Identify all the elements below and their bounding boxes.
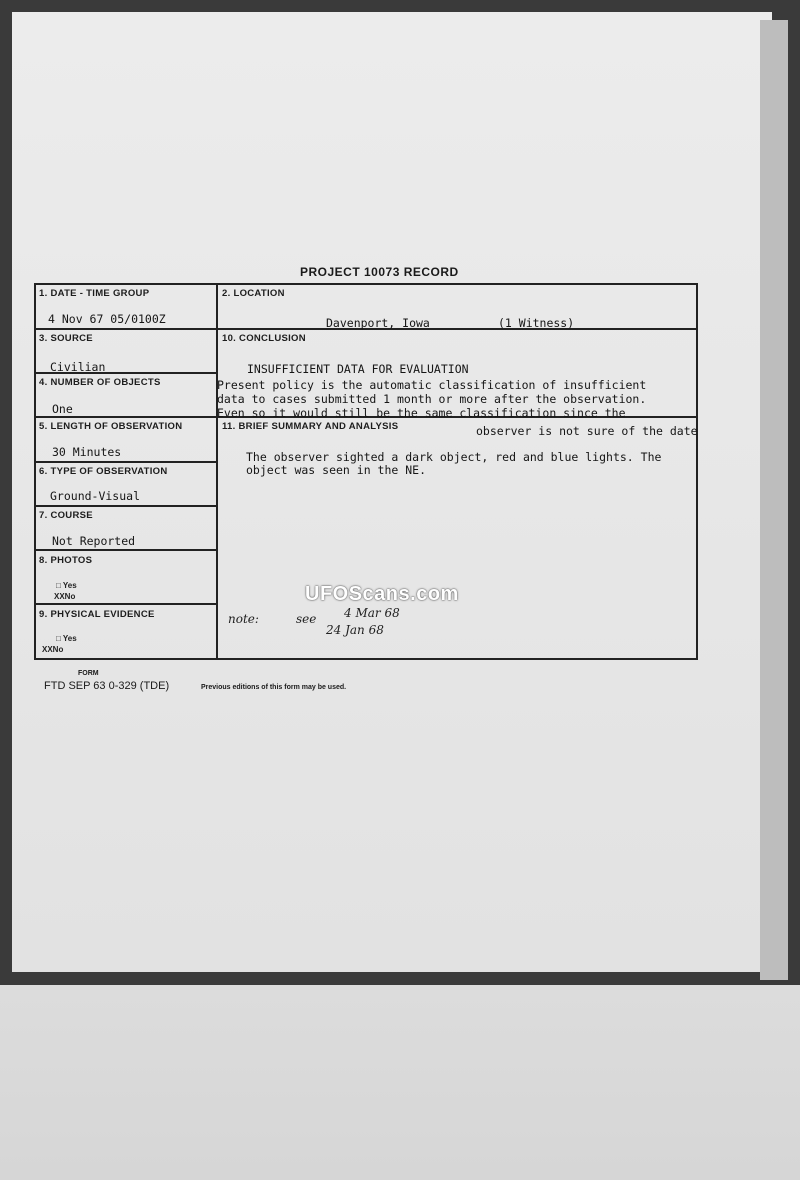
location-divider — [217, 328, 697, 330]
conclusion-line-3: Even so it would still be the same classification since the — [217, 406, 626, 420]
course-label: 7. COURSE — [39, 510, 93, 521]
handwritten-note-line-2: 24 Jan 68 — [326, 623, 384, 637]
course-value: Not Reported — [52, 534, 136, 548]
form-title: PROJECT 10073 RECORD — [300, 265, 459, 279]
conclusion-heading: INSUFFICIENT DATA FOR EVALUATION — [247, 362, 469, 376]
conclusion-line-2: data to cases submitted 1 month or more after the observation. — [217, 392, 647, 406]
page-edge-shadow — [760, 20, 788, 980]
source-value: Civilian — [50, 360, 106, 374]
summary-line-2: object was seen in the NE. — [246, 463, 427, 477]
source-label: 3. SOURCE — [39, 333, 93, 344]
footer-notice: Previous editions of this form may be used. — [201, 684, 347, 691]
handwritten-note-label: note: — [228, 612, 259, 626]
row-divider-6 — [35, 549, 217, 551]
photos-label: 8. PHOTOS — [39, 555, 93, 566]
row-divider-1 — [35, 328, 217, 330]
row-divider-5 — [35, 505, 217, 507]
type-label: 6. TYPE OF OBSERVATION — [39, 466, 168, 477]
length-value: 30 Minutes — [52, 445, 122, 459]
type-value: Ground-Visual — [50, 489, 141, 503]
conclusion-line-1: Present policy is the automatic classification of insufficient — [217, 378, 647, 392]
row-divider-4 — [35, 461, 217, 463]
footer-form-word: FORM — [78, 670, 99, 677]
photos-no-checkbox: XXNo — [54, 592, 76, 601]
evidence-label: 9. PHYSICAL EVIDENCE — [39, 609, 155, 620]
watermark: UFOScans.com — [305, 583, 459, 605]
handwritten-note-line-1: 4 Mar 68 — [344, 606, 400, 620]
witness-value: (1 Witness) — [498, 316, 575, 330]
date-value: 4 Nov 67 05/0100Z — [48, 312, 166, 326]
row-divider-7 — [35, 603, 217, 605]
photos-yes-checkbox: □ Yes — [56, 581, 77, 590]
evidence-yes-checkbox: □ Yes — [56, 634, 77, 643]
summary-line-1: The observer sighted a dark object, red and blue lights. The — [246, 450, 662, 464]
length-label: 5. LENGTH OF OBSERVATION — [39, 421, 183, 432]
summary-label: 11. BRIEF SUMMARY AND ANALYSIS — [222, 421, 399, 432]
evidence-no-checkbox: XXNo — [42, 645, 64, 654]
objects-value: One — [52, 402, 73, 416]
date-label: 1. DATE - TIME GROUP — [39, 288, 150, 299]
objects-label: 4. NUMBER OF OBJECTS — [39, 377, 161, 388]
row-divider-3 — [35, 416, 217, 418]
conclusion-label: 10. CONCLUSION — [222, 333, 306, 344]
location-value: Davenport, Iowa — [326, 316, 430, 330]
footer-form-id: FTD SEP 63 0-329 (TDE) — [44, 680, 170, 692]
underlying-page — [0, 985, 800, 1180]
summary-continuation: observer is not sure of the date — [476, 424, 698, 438]
handwritten-note-see: see — [296, 612, 317, 626]
location-label: 2. LOCATION — [222, 288, 285, 299]
